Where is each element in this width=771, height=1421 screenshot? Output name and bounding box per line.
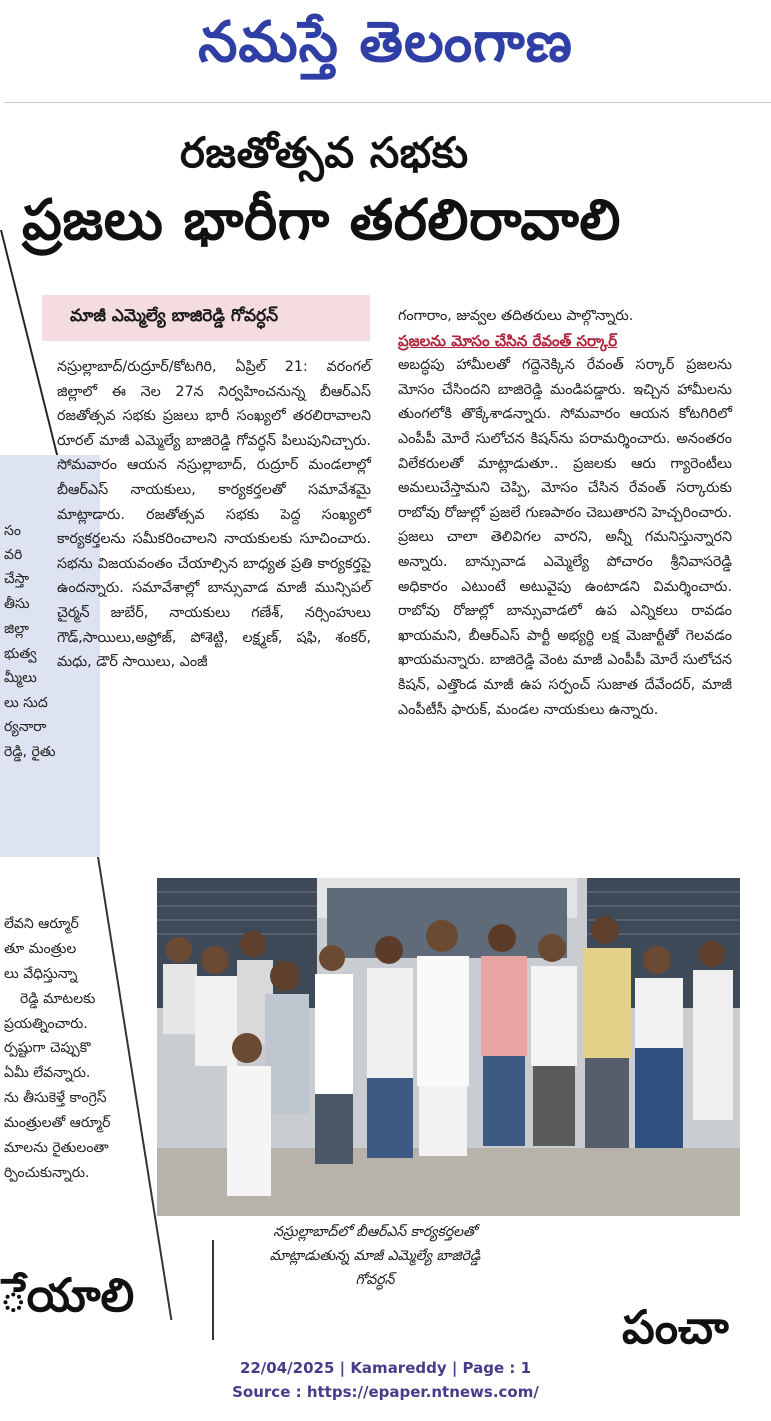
footer-source-link[interactable]: Source : https://epaper.ntnews.com/ xyxy=(232,1383,539,1401)
footer-date-edition: 22/04/2025 | Kamareddy | Page : 1 xyxy=(239,1359,532,1377)
byline-box xyxy=(42,295,370,341)
news-photo xyxy=(157,878,740,1216)
neighbour-line: లు సుద xyxy=(4,695,48,711)
neighbour-line: రెడ్డి, రైతు xyxy=(4,744,56,760)
neighbour-line: మాలను రైతులంతా xyxy=(4,1140,109,1156)
caption-line: నస్రుల్లాబాద్‌లో బీఆర్ఎస్ కార్యకర్తలతో xyxy=(273,1224,477,1240)
neighbour-line: లు వేధిస్తున్నా xyxy=(4,966,78,982)
headline-line1: రజతోత్సవ సభకు xyxy=(180,128,469,177)
column-2-body: అబద్ధపు హామీలతో గద్దెనెక్కిన రేవంత్ సర్కార్ ప్రజలను మోసం చేసిందని బాజిరెడ్డి మండిపడ్డారు. ఇచ్చిన హామీలను తుంగలోకి తొక్కేశాడన్నారు. సోమవారం ఆయన కోటగిరిలో ఎంపీపీ మోరే సులోచన కిషన్‌ను పరామర్శించారు. అనంతరం విలేకరులతో మాట్లాడుతూ.. ప్రజలకు ఆరు గ్యారెంటీలు అమలుచేస్తామని చెప్పి, మోసం చేసిన రేవంత్ సర్కారుకు రాబోవు రోజుల్లో ప్రజలే గుణపాఠం చెబుతారని హెచ్చరించారు. ప్రజలు చాలా తెలివిగల వారని, అన్నీ గమనిస్తున్నారని అన్నారు. బాన్సువాడ ఎమ్మెల్యే పోచారం శ్రీనివాసరెడ్డి అధికారం ఎటుంటే అటువైపు ఉంటాడని విమర్శించారు. రాబోవు రోజుల్లో బాన్సువాడలో ఉప ఎన్నికలు రావడం ఖాయమని, బీఆర్ఎస్ పార్టీ అభ్యర్థి లక్ష మెజార్టీతో గెలవడం ఖాయమన్నారు. బాజిరెడ్డి వెంట మాజీ ఎంపీపీ మోరే సులోచన కిషన్, ఎత్తొండ మాజీ ఉప సర్పంచ్ సుజాత దేవేందర్, మాజీ ఎంపీటీసీ ఫారుక్, మండల నాయకులు ఉన్నారు. xyxy=(398,357,732,718)
neighbour-line: ప్రయత్నించారు. xyxy=(4,1016,88,1032)
neighbour-line: ర్పష్టుగా చెప్పుకొ xyxy=(4,1040,91,1056)
caption-line: గోవర్ధన్ xyxy=(355,1272,395,1288)
column-divider-right xyxy=(212,1240,214,1340)
neighbour-line: మ్మీలు xyxy=(4,670,37,686)
group-photo-illustration xyxy=(157,878,740,1216)
neighbour-line: తూ మంత్రుల xyxy=(4,941,77,957)
source-footer xyxy=(0,1356,771,1404)
neighbour-line: వరి xyxy=(4,547,23,563)
neighbour-line: ను తీసుకెళ్తే కాంగ్రెస్ xyxy=(4,1090,107,1106)
photo-caption xyxy=(215,1220,535,1292)
neighbour-line: చేస్తా xyxy=(4,571,30,587)
article-column-1: నస్రుల్లాబాద్/రుద్రూర్/కోటగిరి, ఏప్రిల్ 21: వరంగల్ జిల్లాలో ఈ నెల 27న నిర్వహించనున్న బీఆర్ఎస్ రజతోత్సవ సభకు ప్రజలు భారీ సంఖ్యలో తరలిరావాలని రూరల్ మాజీ ఎమ్మెల్యే బాజిరెడ్డి గోవర్ధన్ పిలుపునిచ్చారు. సోమవారం ఆయన నస్రుల్లాబాద్, రుద్రూర్ మండలాల్లో బీఆర్ఎస్ నాయకులు, కార్యకర్తలతో సమావేశమై మాట్లాడారు. రజతోత్సవ సభకు పెద్ద సంఖ్యలో కార్యకర్తలను సమీకరించాలని నాయకులకు సూచించారు. సభను విజయవంతం చేయాల్సిన బాధ్యత ప్రతి కార్యకర్తపై ఉందన్నారు. సమావేశాల్లో బాన్సువాడ మాజీ మున్సిపల్ చైర్మన్ జుబేర్, నాయకులు గణేశ్, నర్సింహులు గౌడ్,సాయిలు,అఫ్రోజ్, పోశెట్టి, లక్ష్మణ్, షఫి, శంకర్, మధు, డౌర్ సాయిలు, ఎంజీ xyxy=(57,359,371,671)
byline-text: మాజీ ఎమ్మెల్యే బాజిరెడ్డి గోవర్ధన్ xyxy=(70,306,279,326)
article-column-2 xyxy=(398,304,732,722)
neighbour-line: మంత్రులతో ఆర్మూర్ xyxy=(4,1115,111,1131)
masthead-logo: నమస్తే తెలంగాణ xyxy=(198,10,573,75)
adjacent-headline-right: పంచా xyxy=(622,1300,729,1354)
neighbour-line: రెడ్డి మాటలకు xyxy=(20,991,96,1007)
neighbour-line: ర్పించుకున్నారు. xyxy=(4,1165,90,1181)
masthead-divider xyxy=(4,102,771,103)
neighbour-line: లేవని ఆర్మూర్ xyxy=(4,916,79,932)
article-subhead: ప్రజలను మోసం చేసిన రేవంత్ సర్కార్ xyxy=(398,331,618,350)
adjacent-headline-left: ేయాలి xyxy=(0,1268,135,1322)
neighbour-line: ర్యనారా xyxy=(4,719,47,735)
caption-line: మాట్లాడుతున్న మాజీ ఎమ్మెల్యే బాజిరెడ్డి xyxy=(269,1248,481,1264)
neighbour-line: తీసు xyxy=(4,596,30,612)
column-2-lead: గంగారాం, జువ్వల తదితరులు పాల్గొన్నారు. xyxy=(398,308,634,324)
neighbour-line: భుత్వ xyxy=(4,646,37,662)
headline-line2: ప్రజలు భారీగా తరలిరావాలి xyxy=(22,188,621,253)
neighbour-line: ఏమీ లేవన్నారు. xyxy=(4,1065,91,1081)
neighbour-line: సం xyxy=(4,523,21,539)
masthead xyxy=(0,0,771,100)
neighbour-line: జిల్లా xyxy=(4,621,29,637)
